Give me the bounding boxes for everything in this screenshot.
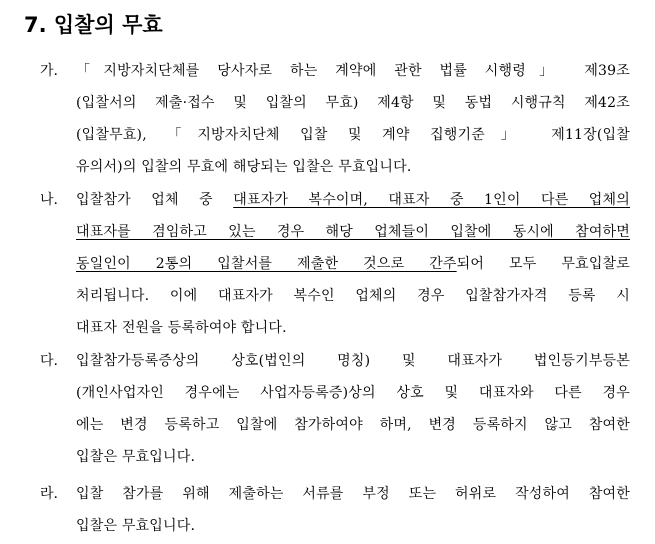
paragraph-line: 입찰은 무효입니다. [76, 518, 196, 534]
list-item-body [76, 184, 630, 344]
paragraph-line [76, 248, 630, 280]
paragraph-line [76, 216, 630, 248]
list-marker: 나. [40, 192, 58, 208]
plain-text: 되어 모두 무효입찰로 [456, 256, 630, 272]
list-item-body [76, 345, 630, 473]
paragraph-line: 입찰은 무효입니다. [76, 449, 196, 465]
paragraph-line: (입찰서의 제출·접수 및 입찰의 무효) 제4항 및 동법 시행규칙 제42조 [76, 95, 630, 111]
paragraph-line [76, 184, 630, 216]
paragraph-line: 처리됩니다. 이에 대표자가 복수인 업체의 경우 입찰참가자격 등록 시 [76, 288, 630, 304]
paragraph-line: (개인사업자인 경우에는 사업자등록증)상의 상호 및 대표자와 다른 경우 [76, 385, 630, 401]
list-marker: 가. [40, 63, 58, 79]
paragraph-line: 입찰참가등록증상의 상호(법인의 명칭) 및 대표자가 법인등기부등본 [76, 353, 630, 369]
paragraph-line: 대표자 전원을 등록하여야 합니다. [76, 320, 287, 336]
plain-text: 입찰참가 업체 중 [76, 192, 234, 208]
paragraph-line: 「지방자치단체를 당사자로 하는 계약에 관한 법률 시행령」 제39조 [76, 63, 630, 79]
paragraph-line: (입찰무효), 「지방자치단체 입찰 및 계약 집행기준」 제11장(입찰 [76, 127, 630, 143]
list-item-body [76, 55, 630, 183]
paragraph-line: 유의서)의 입찰의 무효에 해당되는 입찰은 무효입니다. [76, 159, 412, 175]
list-marker: 라. [40, 486, 58, 502]
paragraph-line: 에는 변경 등록하고 입찰에 참가하여야 하며, 변경 등록하지 않고 참여한 [76, 417, 630, 433]
underlined-text: 대표자를 겸임하고 있는 경우 해당 업체들이 입찰에 동시에 참여하면 [76, 224, 630, 240]
underlined-text: 대표자가 복수이며, 대표자 중 1인이 다른 업체의 [233, 192, 630, 208]
underlined-text: 동일인이 2통의 입찰서를 제출한 것으로 간주 [76, 256, 457, 272]
section-title: 7. 입찰의 무효 [24, 13, 163, 37]
list-item-body [76, 478, 630, 542]
paragraph-line: 입찰 참가를 위해 제출하는 서류를 부정 또는 허위로 작성하여 참여한 [76, 486, 630, 502]
list-marker: 다. [40, 353, 58, 369]
